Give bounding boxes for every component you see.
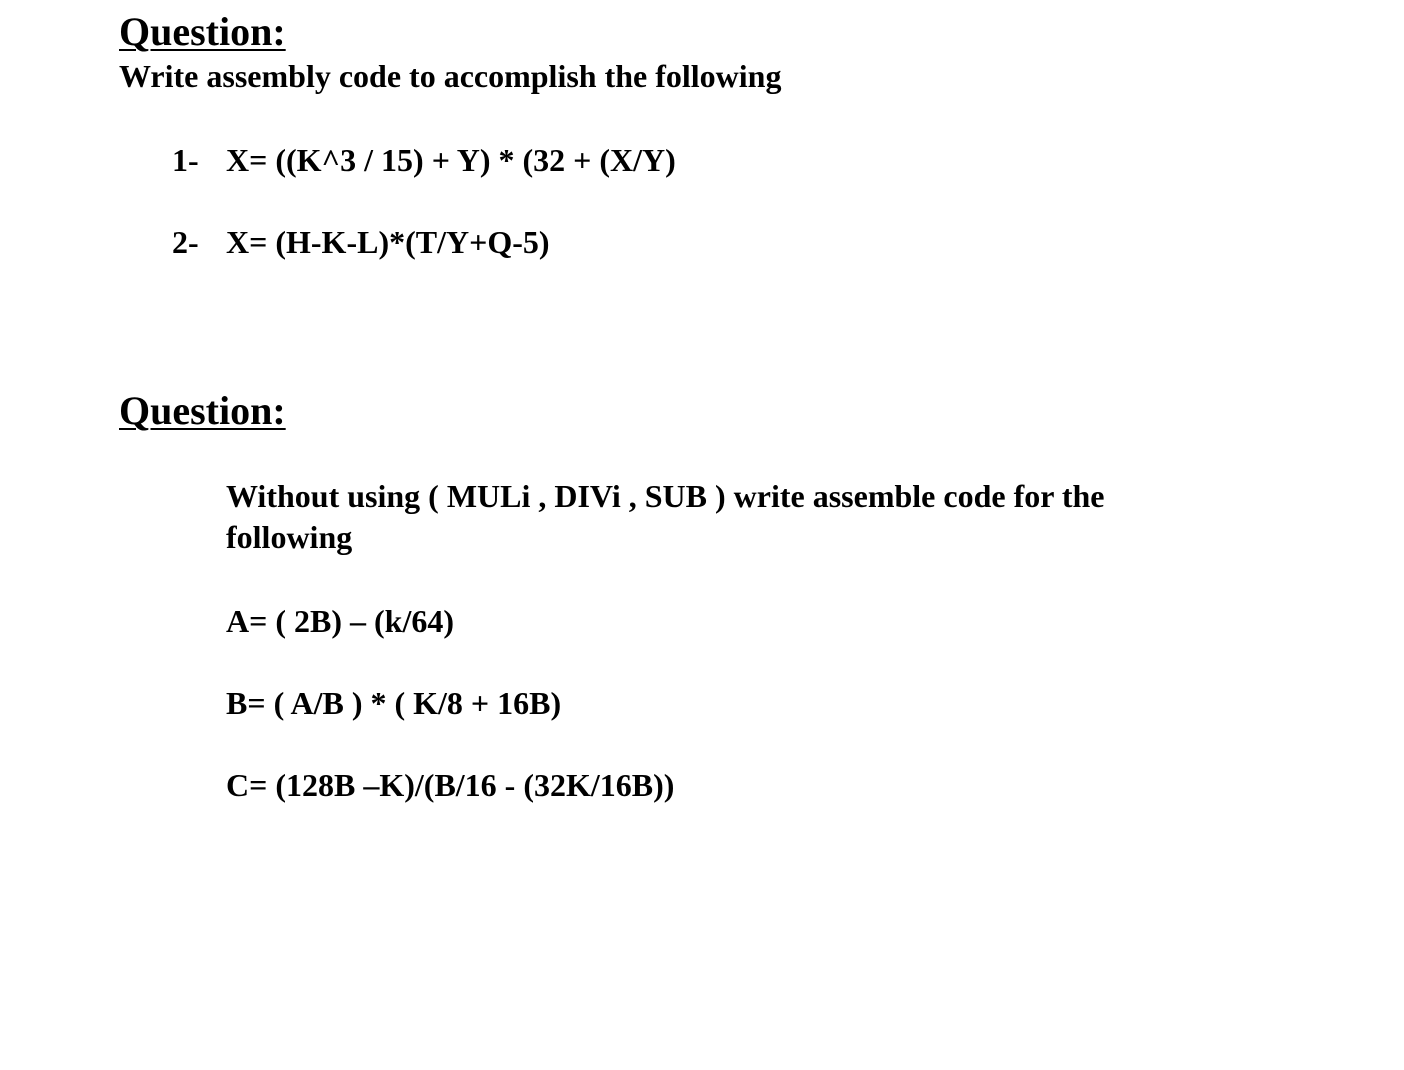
expression-1: X= ((K^3 / 15) + Y) * (32 + (X/Y) [226,142,676,178]
expression-2: X= (H-K-L)*(T/Y+Q-5) [226,224,550,260]
item-number-1: 1- [172,142,199,178]
question-2-instruction-line-1: Without using ( MULi , DIVi , SUB ) write assemble code for the [226,478,1105,514]
expression-b: B= ( A/B ) * ( K/8 + 16B) [226,685,562,721]
question-heading-2: Question: [119,388,286,433]
expression-a: A= ( 2B) – (k/64) [226,603,454,639]
item-number-2: 2- [172,224,199,260]
question-1-instruction: Write assembly code to accomplish the following [119,58,782,94]
question-2-instruction-line-2: following [226,519,353,555]
expression-c: C= (128B –K)/(B/16 - (32K/16B)) [226,767,675,803]
question-heading-1: Question: [119,9,286,54]
